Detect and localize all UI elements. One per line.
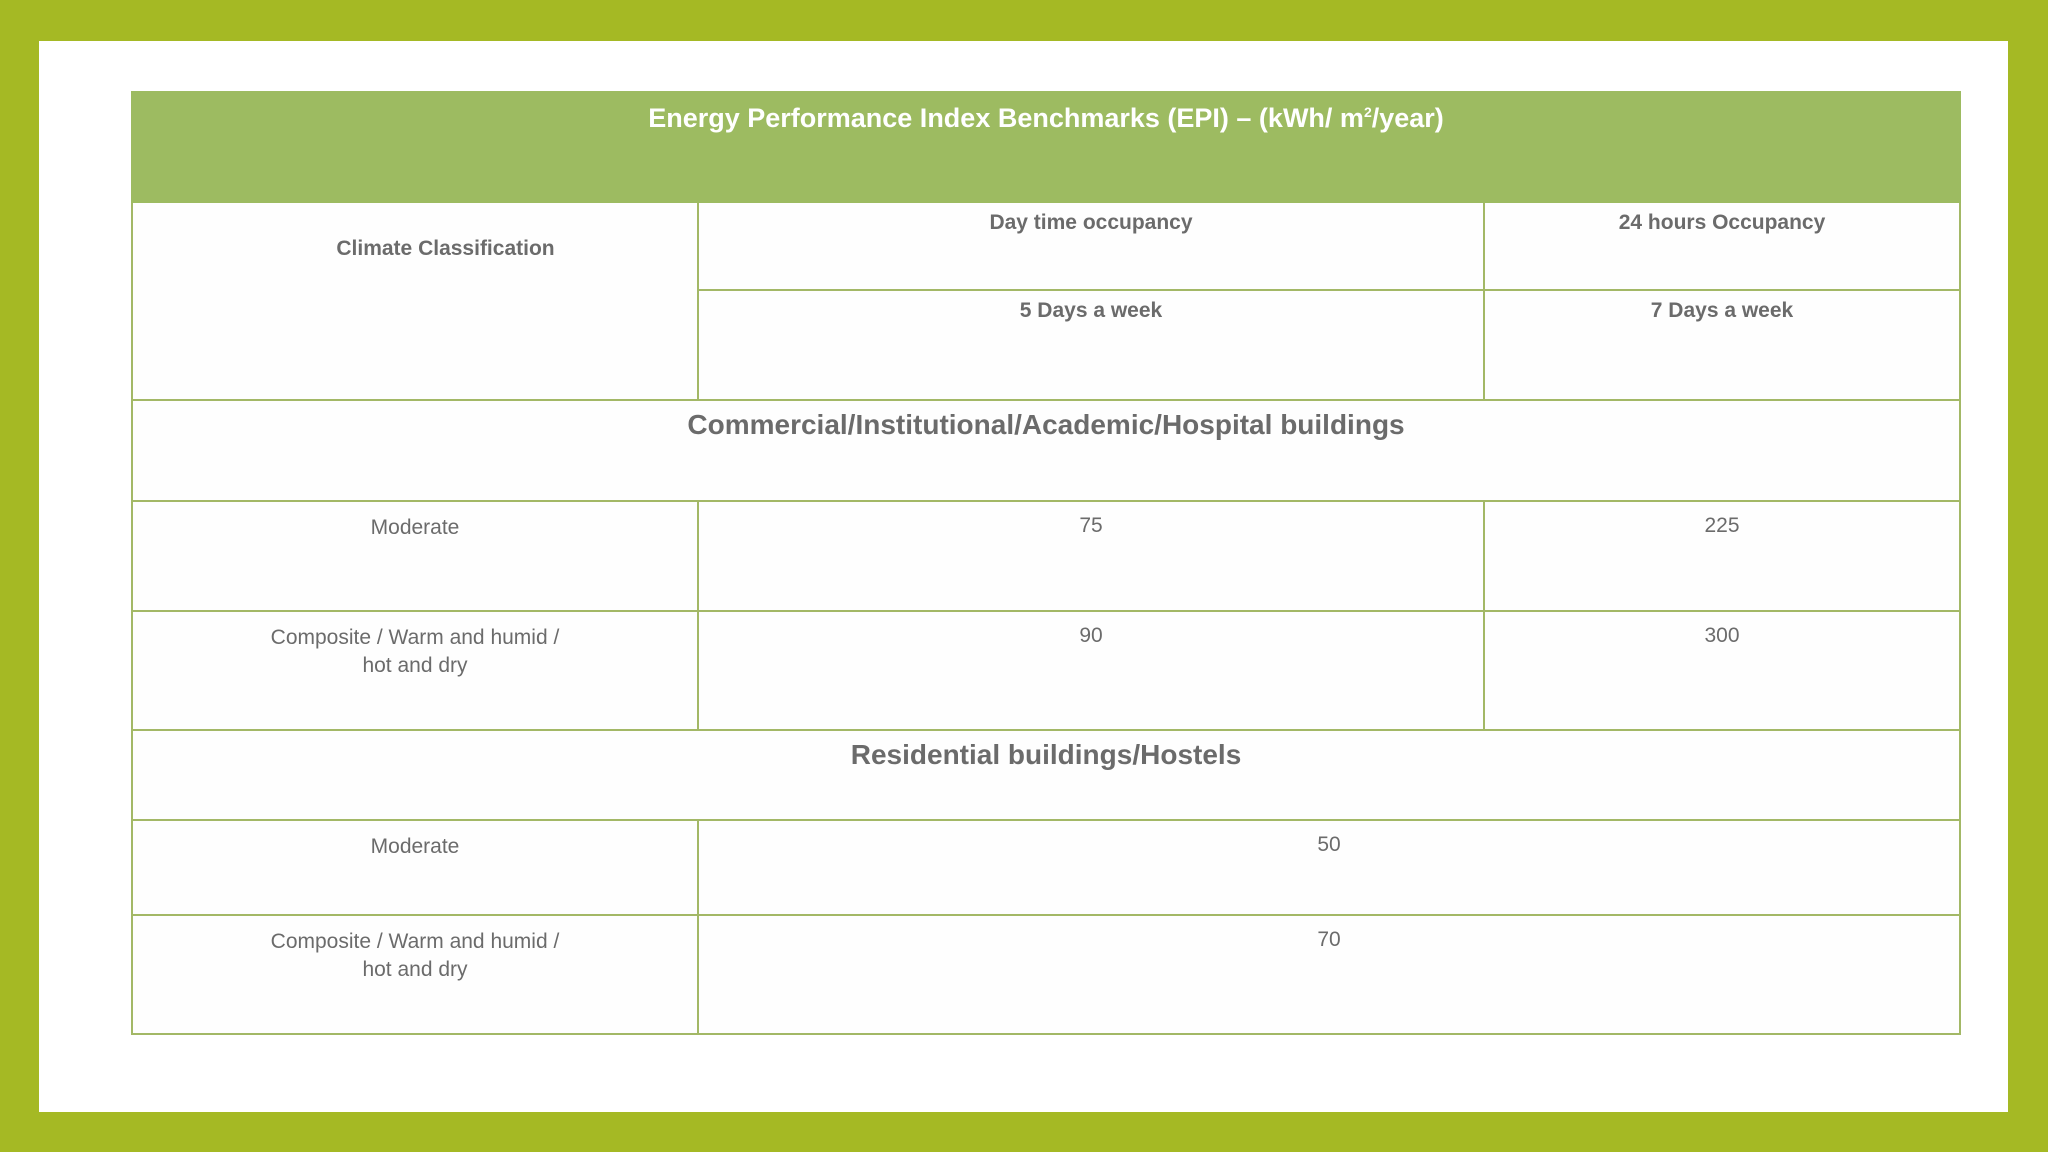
24-hours-occupancy-header: 24 hours Occupancy bbox=[1484, 202, 1960, 290]
table-row bbox=[132, 501, 1960, 611]
full-occupancy-value: 225 bbox=[1484, 501, 1960, 611]
slide-canvas bbox=[39, 41, 2008, 1112]
table-title: Energy Performance Index Benchmarks (EPI) – (kWh/ $m^2/year$) bbox=[132, 92, 1960, 202]
climate-cell: Composite / Warm and humid / hot and dry bbox=[132, 611, 698, 730]
day-time-occupancy-header: Day time occupancy bbox=[698, 202, 1484, 290]
5-days-a-week-header: 5 Days a week bbox=[698, 290, 1484, 400]
7-days-a-week-header: 7 Days a week bbox=[1484, 290, 1960, 400]
section-title-residential: Residential buildings/Hostels bbox=[132, 730, 1960, 820]
climate-cell: Moderate bbox=[132, 501, 698, 611]
full-occupancy-value: 300 bbox=[1484, 611, 1960, 730]
table-row bbox=[132, 611, 1960, 730]
climate-cell: Composite / Warm and humid / hot and dry bbox=[132, 915, 698, 1034]
epi-benchmark-table bbox=[131, 91, 1961, 1035]
day-occupancy-value: 90 bbox=[698, 611, 1484, 730]
table-row bbox=[132, 915, 1960, 1034]
epi-value: 70 bbox=[698, 915, 1960, 1034]
day-occupancy-value: 75 bbox=[698, 501, 1484, 611]
epi-value: 50 bbox=[698, 820, 1960, 915]
climate-classification-header: Climate Classification bbox=[132, 202, 698, 400]
climate-cell: Moderate bbox=[132, 820, 698, 915]
table-row bbox=[132, 820, 1960, 915]
section-title-commercial: Commercial/Institutional/Academic/Hospital buildings bbox=[132, 400, 1960, 501]
